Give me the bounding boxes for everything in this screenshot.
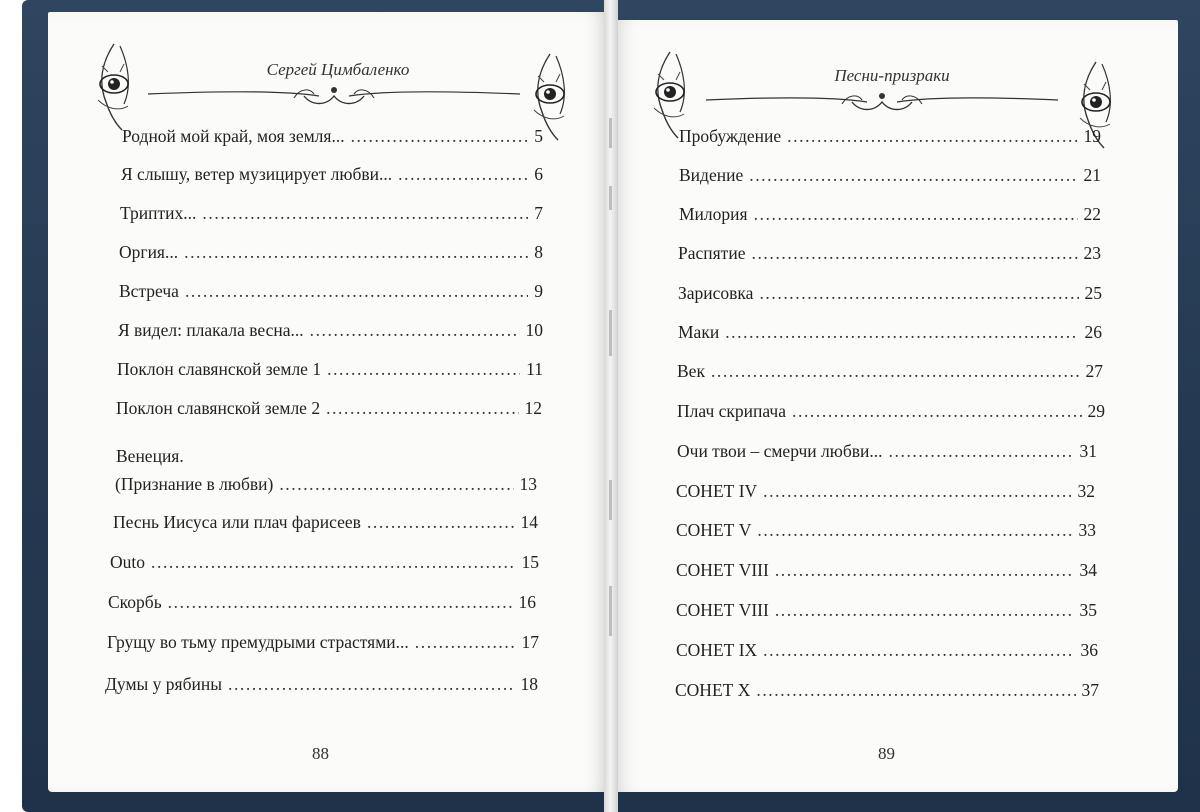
toc-title: Видение — [679, 165, 744, 185]
toc-page-number: 26 — [1084, 322, 1102, 342]
toc-title: Я видел: плакала весна... — [118, 320, 304, 340]
toc-title: Очи твои – смерчи любви... — [677, 441, 883, 461]
toc-entry — [113, 512, 538, 533]
leader-dots — [327, 359, 520, 380]
toc-entry — [120, 203, 543, 224]
leader-dots — [749, 165, 1077, 186]
toc-entry — [108, 592, 536, 613]
toc-entry — [678, 283, 1102, 304]
leader-dots — [367, 512, 515, 533]
leader-dots — [787, 126, 1077, 147]
toc-page-number: 9 — [534, 281, 543, 301]
toc-entry — [679, 204, 1101, 225]
leader-dots — [757, 520, 1072, 541]
running-head-author: Сергей Цимбаленко — [266, 60, 410, 79]
toc-title: СОНЕТ VIII — [676, 560, 769, 580]
leader-dots — [168, 592, 513, 613]
toc-entry — [679, 165, 1101, 186]
toc-title: Распятие — [678, 243, 746, 263]
leader-dots — [151, 552, 516, 573]
toc-title: Думы у рябины — [105, 674, 222, 694]
toc-page-number: 8 — [534, 242, 543, 262]
binding-stitch — [609, 310, 612, 356]
leader-dots — [763, 481, 1071, 502]
leader-dots — [725, 322, 1078, 343]
leader-dots — [228, 674, 515, 695]
toc-page-number: 10 — [525, 320, 543, 340]
binding-stitch — [609, 480, 612, 520]
toc-page-number: 7 — [534, 203, 543, 223]
toc-title: Родной мой край, моя земля... — [122, 126, 345, 146]
toc-heading: Венеция. — [116, 446, 184, 466]
leader-dots — [889, 441, 1074, 462]
toc-title: Скорбь — [108, 592, 162, 612]
toc-title: Век — [677, 361, 705, 381]
toc-entry — [107, 632, 539, 653]
binding-stitch — [609, 186, 612, 210]
leader-dots — [202, 203, 528, 224]
toc-page-number: 33 — [1078, 520, 1096, 540]
toc-entry — [122, 126, 543, 147]
eye-ornament-icon — [92, 42, 136, 132]
toc-title: СОНЕТ X — [675, 680, 751, 700]
leader-dots — [759, 283, 1078, 304]
toc-page-number: 15 — [521, 552, 539, 572]
leader-dots — [775, 560, 1074, 581]
toc-page-number: 23 — [1083, 243, 1101, 263]
toc-page-number: 27 — [1085, 361, 1103, 381]
toc-title: Маки — [678, 322, 720, 342]
leader-dots — [326, 398, 518, 419]
toc-page-number: 31 — [1079, 441, 1097, 461]
leader-dots — [775, 600, 1074, 621]
toc-page-number: 5 — [534, 126, 543, 146]
toc-entry — [678, 322, 1102, 343]
toc-title: СОНЕТ VIII — [676, 600, 769, 620]
toc-page-number: 16 — [518, 592, 536, 612]
toc-page-number: 11 — [526, 359, 543, 379]
toc-title: (Признание в любви) — [115, 474, 274, 494]
toc-page-number: 21 — [1083, 165, 1101, 185]
toc-entry — [121, 164, 543, 185]
toc-entry — [117, 359, 543, 380]
binding-stitch — [609, 118, 612, 148]
toc-page-number: 37 — [1081, 680, 1099, 700]
toc-title: Outo — [110, 552, 145, 572]
left-page — [48, 12, 610, 792]
toc-title: СОНЕТ IV — [676, 481, 758, 501]
toc-title: СОНЕТ V — [676, 520, 752, 540]
toc-page-number: 13 — [519, 474, 537, 494]
toc-page-number: 17 — [521, 632, 539, 652]
leader-dots — [763, 640, 1074, 661]
toc-entry — [678, 243, 1101, 264]
toc-title: Триптих... — [120, 203, 197, 223]
flourish-divider — [144, 80, 524, 108]
page-number-left: 88 — [312, 744, 329, 763]
leader-dots — [751, 243, 1077, 264]
toc-title: Оргия... — [119, 242, 179, 262]
toc-entry — [115, 474, 537, 495]
toc-entry — [119, 242, 543, 263]
leader-dots — [185, 281, 528, 302]
toc-entry — [676, 481, 1095, 502]
leader-dots — [415, 632, 516, 653]
leader-dots — [754, 204, 1078, 225]
leader-dots — [310, 320, 520, 341]
toc-page-number: 6 — [534, 164, 543, 184]
toc-page-number: 22 — [1083, 204, 1101, 224]
toc-title: Плач скрипача — [677, 401, 786, 421]
toc-title: Поклон славянской земле 1 — [117, 359, 322, 379]
toc-title: Поклон славянской земле 2 — [116, 398, 321, 418]
toc-page-number: 18 — [520, 674, 538, 694]
toc-entry — [118, 320, 543, 341]
toc-entry — [677, 361, 1103, 382]
toc-entry — [675, 680, 1099, 701]
toc-title: Встреча — [119, 281, 179, 301]
toc-page-number: 19 — [1083, 126, 1101, 146]
toc-entry — [676, 640, 1098, 661]
toc-title: СОНЕТ IX — [676, 640, 758, 660]
toc-entry — [679, 126, 1101, 147]
toc-entry — [116, 398, 542, 419]
leader-dots — [184, 242, 528, 263]
toc-title: Я слышу, ветер музицирует любви... — [121, 164, 393, 184]
toc-title: Грущу во тьму премудрыми страстями... — [107, 632, 409, 652]
toc-title: Зарисовка — [678, 283, 754, 303]
right-page — [612, 20, 1178, 792]
leader-dots — [711, 361, 1080, 382]
flourish-divider — [702, 86, 1062, 114]
toc-title: Милория — [679, 204, 748, 224]
toc-page-number: 25 — [1084, 283, 1102, 303]
toc-page-number: 36 — [1080, 640, 1098, 660]
binding-stitch — [609, 586, 612, 636]
toc-title: Пробуждение — [679, 126, 782, 146]
toc-page-number: 34 — [1079, 560, 1097, 580]
toc-page-number: 32 — [1077, 481, 1095, 501]
leader-dots — [756, 680, 1075, 701]
toc-entry — [676, 560, 1097, 581]
toc-page-number: 35 — [1079, 600, 1097, 620]
toc-entry — [105, 674, 538, 695]
toc-entry — [677, 441, 1097, 462]
page-number-right: 89 — [878, 744, 895, 763]
toc-entry — [119, 281, 543, 302]
toc-entry — [110, 552, 539, 573]
leader-dots — [792, 401, 1082, 422]
toc-entry — [677, 401, 1105, 422]
toc-entry — [676, 520, 1096, 541]
toc-entry — [676, 600, 1097, 621]
toc-title: Песнь Иисуса или плач фарисеев — [113, 512, 361, 532]
leader-dots — [351, 126, 529, 147]
toc-page-number: 29 — [1087, 401, 1105, 421]
running-head-collection: Песни-призраки — [834, 66, 950, 85]
toc-page-number: 14 — [520, 512, 538, 532]
leader-dots — [398, 164, 528, 185]
leader-dots — [279, 474, 513, 495]
toc-page-number: 12 — [524, 398, 542, 418]
